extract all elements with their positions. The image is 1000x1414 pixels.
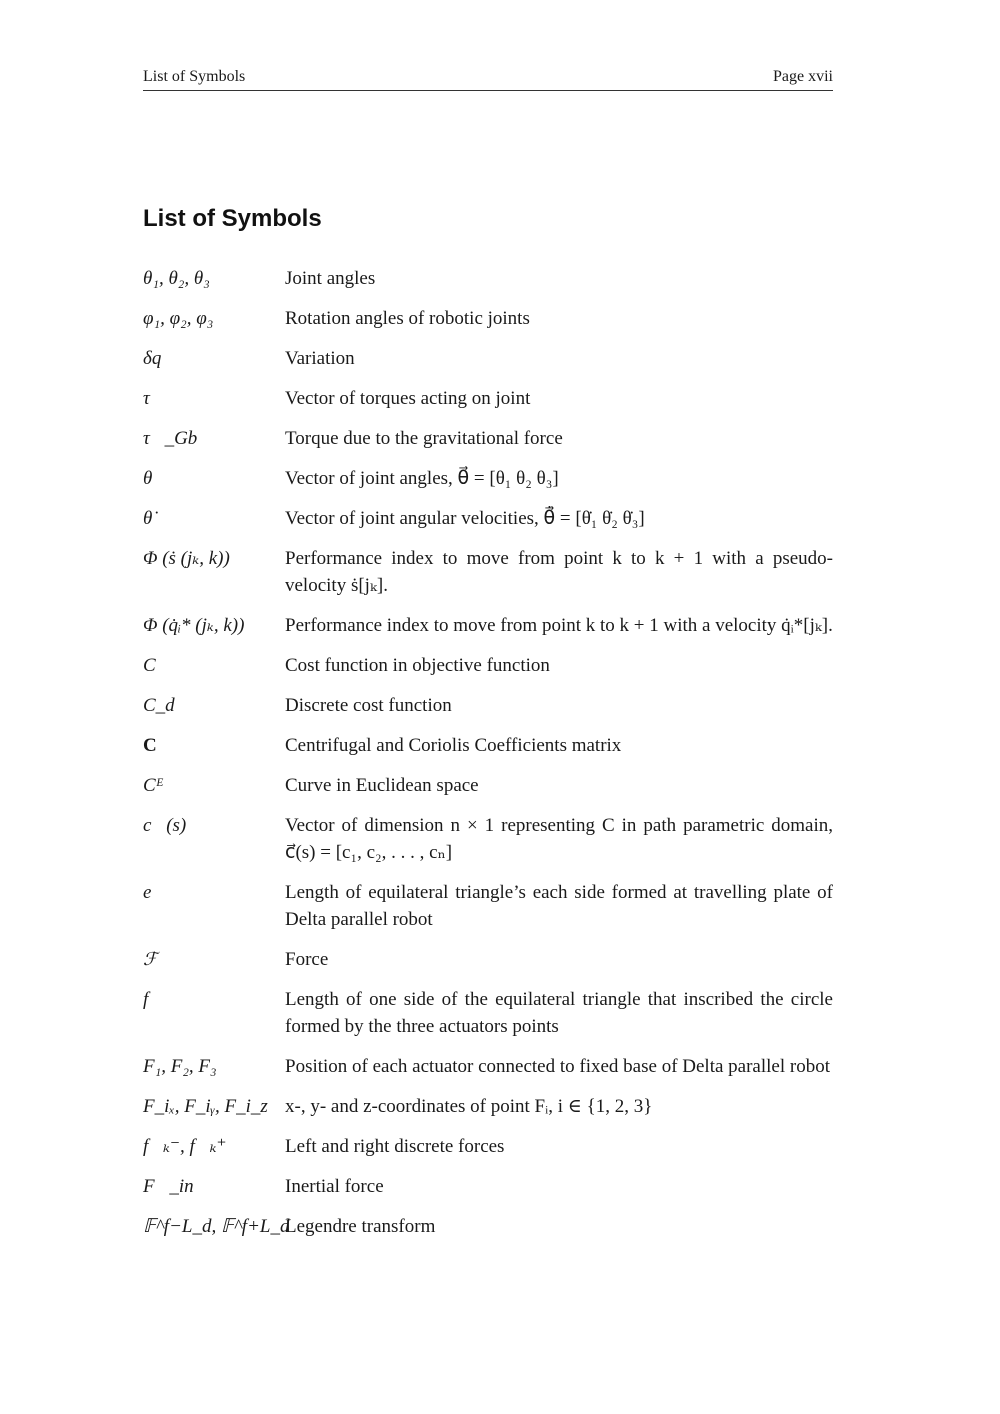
symbol-notation: θ₁, θ₂, θ₃ bbox=[143, 268, 210, 289]
header-chapter-title: List of Symbols bbox=[143, 68, 246, 85]
symbol-notation: ℱ bbox=[143, 949, 158, 970]
symbol-notation: F_iₓ, F_iᵧ, F_i_z bbox=[143, 1096, 268, 1117]
symbol-description: Cost function in objective function bbox=[285, 655, 550, 676]
symbol-row bbox=[143, 545, 833, 599]
symbol-row bbox=[143, 732, 833, 759]
symbol-description: Legendre transform bbox=[285, 1216, 436, 1237]
symbol-row bbox=[143, 505, 833, 532]
symbol-row bbox=[143, 1213, 833, 1240]
symbol-row bbox=[143, 345, 833, 372]
symbol-description: Torque due to the gravitational force bbox=[285, 428, 563, 449]
symbol-description: Rotation angles of robotic joints bbox=[285, 308, 530, 329]
symbol-row bbox=[143, 772, 833, 799]
symbol-row bbox=[143, 305, 833, 332]
symbol-description: Centrifugal and Coriolis Coefficients matrix bbox=[285, 735, 622, 756]
symbol-description: Vector of torques acting on joint bbox=[285, 388, 531, 409]
symbol-description: Left and right discrete forces bbox=[285, 1136, 505, 1157]
section-title: List of Symbols bbox=[143, 205, 322, 232]
symbol-notation: Cᴱ bbox=[143, 775, 164, 796]
symbol-notation: 𝔽^f−L_d, 𝔽^f+L_d bbox=[143, 1216, 290, 1237]
symbol-notation: C bbox=[143, 735, 157, 756]
symbol-row bbox=[143, 652, 833, 679]
symbol-notation: C bbox=[143, 655, 156, 676]
symbol-row bbox=[143, 1133, 833, 1160]
symbol-description: Vector of dimension n × 1 representing C in path parametric domain, c⃗(s) = [c₁, c₂, . . . , cₙ] bbox=[285, 815, 833, 863]
symbol-notation: C_d bbox=[143, 695, 175, 716]
symbol-row bbox=[143, 425, 833, 452]
symbol-notation: e bbox=[143, 882, 152, 903]
symbol-description: Discrete cost function bbox=[285, 695, 452, 716]
symbol-row bbox=[143, 692, 833, 719]
symbol-description: Vector of joint angles, θ⃗ = [θ₁ θ₂ θ₃] bbox=[285, 468, 559, 489]
symbol-notation: F⃗_in bbox=[143, 1176, 194, 1197]
symbol-description: Performance index to move from point k to k + 1 with a velocity q̇ᵢ*[jₖ]. bbox=[285, 615, 833, 636]
symbol-notation: f bbox=[143, 989, 149, 1010]
symbol-description: Position of each actuator connected to fixed base of Delta parallel robot bbox=[285, 1056, 830, 1077]
symbol-row bbox=[143, 1173, 833, 1200]
symbol-description: Performance index to move from point k to k + 1 with a pseudo-velocity ṡ[jₖ]. bbox=[285, 548, 833, 596]
running-header bbox=[143, 66, 833, 91]
symbol-description: x-, y- and z-coordinates of point Fᵢ, i ∈ {1, 2, 3} bbox=[285, 1096, 653, 1117]
symbol-description: Curve in Euclidean space bbox=[285, 775, 479, 796]
symbol-row bbox=[143, 946, 833, 973]
symbol-notation: Φ (q̇ᵢ* (jₖ, k)) bbox=[143, 615, 245, 636]
symbol-notation: θ⃗ bbox=[143, 468, 168, 489]
symbol-description: Inertial force bbox=[285, 1176, 384, 1197]
symbol-description: Vector of joint angular velocities, θ̇⃗ = [θ̇₁ θ̇₂ θ̇₃] bbox=[285, 508, 645, 529]
symbol-row bbox=[143, 879, 833, 933]
symbol-row bbox=[143, 612, 833, 639]
symbol-notation: δq⃗ bbox=[143, 348, 177, 369]
symbol-list bbox=[143, 265, 833, 1253]
symbol-notation: τ⃗_Gb bbox=[143, 428, 198, 449]
symbol-notation: τ⃗ bbox=[143, 388, 165, 409]
symbol-description: Length of one side of the equilateral triangle that inscribed the circle formed by the three actuators points bbox=[285, 989, 833, 1037]
symbol-notation: θ̇⃗ bbox=[143, 508, 168, 529]
symbol-notation: F₁, F₂, F₃ bbox=[143, 1056, 217, 1077]
symbol-row bbox=[143, 1053, 833, 1080]
symbol-notation: f⃗ₖ⁻, f⃗ₖ⁺ bbox=[143, 1136, 227, 1157]
symbol-row bbox=[143, 465, 833, 492]
symbol-description: Variation bbox=[285, 348, 355, 369]
symbol-notation: c⃗(s) bbox=[143, 815, 187, 836]
symbol-row bbox=[143, 265, 833, 292]
symbol-description: Joint angles bbox=[285, 268, 376, 289]
header-page-number: Page xvii bbox=[773, 68, 833, 85]
symbol-description: Force bbox=[285, 949, 329, 970]
symbol-row bbox=[143, 1093, 833, 1120]
symbol-notation: Φ (ṡ (jₖ, k)) bbox=[143, 548, 230, 569]
symbol-notation: φ₁, φ₂, φ₃ bbox=[143, 308, 214, 329]
symbol-description: Length of equilateral triangle’s each side formed at travelling plate of Delta parallel robot bbox=[285, 882, 833, 930]
symbol-row bbox=[143, 986, 833, 1040]
symbol-row bbox=[143, 812, 833, 866]
symbol-row bbox=[143, 385, 833, 412]
